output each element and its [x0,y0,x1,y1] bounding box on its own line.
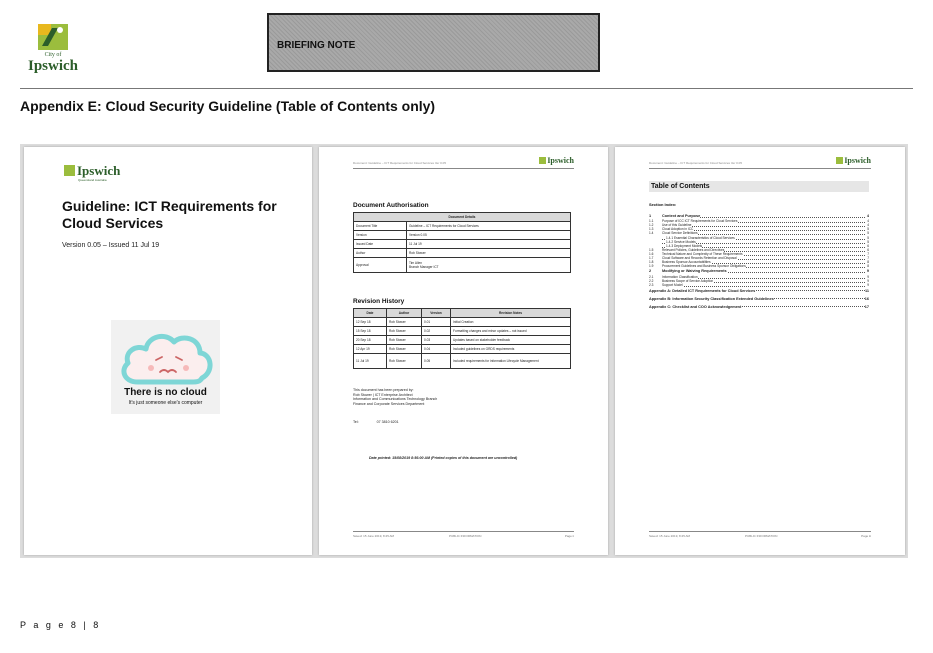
toc-entry-title: Relevant Policies, Guidelines and Directives [662,247,725,252]
toc-title: Table of Contents [649,181,869,192]
section-index-label: Section Index: [649,202,677,207]
toc-entry-title: Modifying or Waiving Requirements [662,269,727,274]
col-notes: Revision Notes [451,309,571,318]
page2-logo-text: Ipswich [547,156,574,165]
page3-header-rule [649,168,871,169]
toc-entry-page: 9 [866,269,869,274]
toc-entry-page: 4 [867,223,869,228]
toc-entry-number: 1.1 [649,219,662,223]
rev-notes: Included requirements for information Lifecycle Management [451,354,571,369]
toc-entry-page: 4 [866,214,869,218]
toc-entry-page: 8 [867,264,869,269]
toc-entry-title: Technical Nature and Complexity of These Requirements [662,251,743,256]
briefing-note-banner [267,13,600,72]
revision-history-title: Revision History [353,298,405,305]
page2-footer-saved: Saved: 15 June 2019, 8:45 AM [353,534,395,538]
table-row [354,240,571,249]
toc-entry-page: 5 [867,239,869,244]
toc-entry [649,264,869,268]
telephone [353,420,399,424]
toc-entry-title: Procurement Guidelines and Business Sponsor Obligations [662,264,746,269]
prepared-by-block [353,388,437,406]
toc-entry-page: 5 [867,227,869,232]
page3-logo-icon [836,157,843,164]
rev-date: 20 Sep 18 [354,336,387,345]
toc-entry-page: 6 [867,243,869,248]
cover-title: Guideline: ICT Requirements for Cloud Services [62,198,277,231]
page2-header-rule [353,168,574,169]
cloud-meme-image [111,320,220,414]
cover-page-thumbnail [24,147,312,555]
cloud-subcaption: It's just someone else's computer [128,400,203,406]
toc-entry-number: 1 [649,214,662,219]
page-heading: Appendix E: Cloud Security Guideline (Table of Contents only) [20,98,436,114]
rev-notes: Updates based on stakeholder feedback [451,336,571,345]
toc-entry-page: 5 [867,235,869,240]
page2-footer-page: Page ii [564,534,574,538]
rev-version: 0.02 [422,327,451,336]
toc-entry-page: 6 [867,247,869,252]
cloud-caption: There is no cloud [124,387,207,398]
banner-text: BRIEFING NOTE [277,40,356,51]
document-details-table [353,212,571,273]
details-header: Document Details [354,213,571,222]
toc-entry-title: Appendix B: Information Security Classification Extended Guidelines [649,295,774,303]
page3-footer-rule [649,531,871,532]
rev-date: 11 Jul 19 [354,354,387,369]
toc-entry-number: 1.3 [649,227,662,231]
toc-entry-page: 9 [867,274,869,279]
page2-footer-rule [353,531,574,532]
tel-label: Tel: [353,420,359,424]
prepared-line: This document has been prepared by: [353,388,414,392]
toc-entry-title: Purpose of ICC ICT Requirements for Cloud Services [662,219,738,224]
tel-value: 07 3810 6201 [376,420,399,424]
toc-entry-title: Information Classification [662,274,698,279]
toc-list [649,213,869,311]
toc-entry [649,295,869,303]
detail-key: Issued Date [354,240,407,249]
toc-entry-number: 1.9 [649,264,662,268]
toc-entry-number: 1.2 [649,223,662,227]
detail-key: Author [354,249,407,258]
toc-entry-title: Use of this Guideline [662,223,692,228]
detail-value: Tim Allen Branch Manager ICT [407,258,571,273]
cover-logo-icon [64,165,75,176]
rev-date: 15 Sep 18 [354,327,387,336]
rev-author: Rob Stower [387,354,422,369]
toc-entry-page: 7 [867,256,869,261]
col-version: Version [422,309,451,318]
ipswich-logo-icon [38,24,68,50]
rev-author: Rob Stower [387,318,422,327]
detail-value: Guideline – ICT Requirements for Cloud Services [407,222,571,231]
toc-entry-title: Cloud Adoption in ICC [662,227,694,232]
page3-footer-page: Page iii [861,534,871,538]
prepared-line: Finance and Corporate Services Department [353,401,425,406]
date-printed: Date printed: 15/08/2019 8:56:00 AM (Printed copies of this document are uncontrolled) [369,456,518,460]
prepared-line: Information and Communications Technology Branch [353,397,438,402]
toc-entry-title: Business Scope of Service Adoption [662,278,714,283]
rev-author: Rob Stower [387,327,422,336]
prepared-line: Rob Stower | ICT Enterprise Architect [353,392,413,397]
toc-entry-number: 2.3 [649,283,662,287]
page2-footer-classification: PUBLIC INFORMATION [449,534,482,538]
toc-entry-number: 1.7 [649,256,662,260]
page2-logo-icon [539,157,546,164]
toc-entry-page: 9 [867,282,869,287]
page3-logo [836,156,871,165]
detail-key: Version [354,231,407,240]
toc-entry-title: Appendix A: Detailed ICT Requirements for Cloud Services [649,287,755,295]
table-row [354,222,571,231]
toc-entry-page: 11 [864,288,869,293]
rev-version: 0.04 [422,345,451,354]
authorisation-page-thumbnail [319,147,608,555]
toc-entry-number: 1.4 [649,231,662,235]
rev-author: Rob Stower [387,336,422,345]
detail-value: 11 Jul 19 [407,240,571,249]
toc-entry [649,287,869,295]
city-of-ipswich-logo [20,18,86,76]
col-author: Author [387,309,422,318]
table-row [354,258,571,273]
logo-city-label: City of [44,52,62,58]
toc-entry-number: 1.8 [649,260,662,264]
revision-history-table [353,308,571,369]
toc-entry-title: 1.4.3 Deployment Models [666,243,703,248]
table-row [354,354,571,369]
table-row [354,318,571,327]
toc-entry-page: 7 [867,251,869,256]
detail-key: Document Title [354,222,407,231]
rev-version: 0.03 [422,336,451,345]
toc-entry-page: 9 [867,278,869,283]
table-row [354,336,571,345]
header-divider [20,88,913,89]
cover-logo-subtitle: Queensland Australia [78,178,107,182]
toc-entry-title: Context and Purpose [662,214,701,218]
toc-entry-title: Cloud Service Definitions [662,231,698,236]
toc-entry-title: Business Sponsor Accountabilities [662,260,711,265]
toc-entry-number: 2.1 [649,275,662,279]
cover-version: Version 0.05 – Issued 11 Jul 19 [62,242,160,249]
rev-notes: Initial Creation [451,318,571,327]
sad-cloud-icon [116,326,216,388]
toc-entry-title: 1.4.2 Service Models [666,239,696,244]
table-row [354,327,571,336]
col-date: Date [354,309,387,318]
cover-logo-text: Ipswich [77,163,121,178]
toc-entry-title: Cloud Software and Records Retention and Disposal [662,256,737,261]
authorisation-title: Document Authorisation [353,202,429,209]
toc-entry-number: 1.6 [649,252,662,256]
logo-name: Ipswich [27,58,79,74]
page2-logo [539,156,574,165]
detail-value: Version 0.05 [407,231,571,240]
toc-entry-page: 8 [867,260,869,265]
detail-key: Approval [354,258,407,273]
toc-entry-number: 2.2 [649,279,662,283]
toc-entry-page: 16 [864,296,869,301]
toc-entry [649,303,869,311]
rev-notes: Formatting changes and minor updates – not issued [451,327,571,336]
toc-entry-page: 17 [864,305,869,310]
toc-entry-title: 1.4.1 Essential Characteristics of Cloud Services [666,235,735,240]
rev-date: 12 Sep 18 [354,318,387,327]
rev-notes: Included guidelines on GRDS requirements [451,345,571,354]
page3-footer-saved: Saved: 15 June 2019, 8:45 AM [649,534,691,538]
detail-value: Rob Stower [407,249,571,258]
page2-header-text: Document: Guideline – ICT Requirements for Cloud Services Ver 0.05 [353,161,446,165]
page3-header-text: Document: Guideline – ICT Requirements for Cloud Services Ver 0.05 [649,161,742,165]
page3-footer-classification: PUBLIC INFORMATION [745,534,778,538]
toc-entry-title: Appendix C: Checklist and COO Acknowledgement [649,303,741,311]
page3-logo-text: Ipswich [844,156,871,165]
table-row [354,249,571,258]
toc-entry-number: 1.5 [649,248,662,252]
toc-entry-page: 5 [867,231,869,236]
cover-logo [64,163,120,179]
rev-author: Rob Stower [387,345,422,354]
rev-date: 12 Apr 19 [354,345,387,354]
toc-entry-page: 4 [867,219,869,224]
rev-version: 0.05 [422,354,451,369]
page-number-footer: P a g e 8 | 8 [20,620,101,630]
table-row [354,231,571,240]
toc-page-thumbnail [615,147,905,555]
table-row [354,345,571,354]
rev-version: 0.01 [422,318,451,327]
toc-entry-title: Support Model [662,282,683,287]
toc-entry-number: 2 [649,269,662,274]
